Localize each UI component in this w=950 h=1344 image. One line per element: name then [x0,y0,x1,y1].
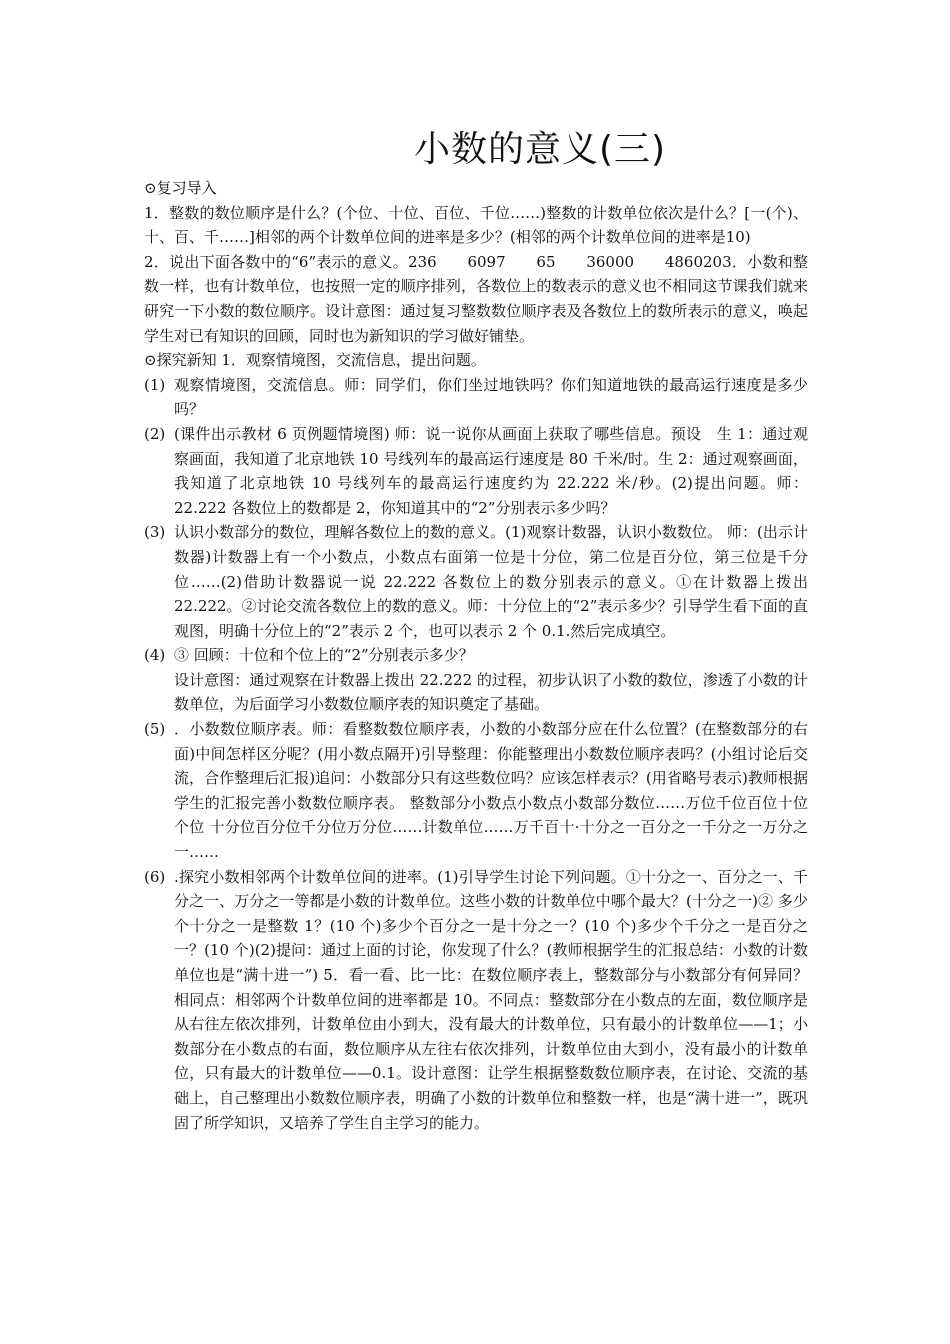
list-item-number: (5) [144,720,166,739]
list-item [144,643,808,717]
list-item-number: (6) [144,867,166,886]
list-item [144,717,808,865]
review-paragraph-1: 1．整数的数位顺序是什么？(个位、十位、百位、千位……)整数的计数单位依次是什么？[一(个)、十、百、千……]相邻的两个计数单位间的进率是多少？(相邻的两个计数单位间的进率是10) [144,203,808,247]
list-item [144,865,808,1136]
review-heading: ⊙复习导入 [144,179,217,197]
review-paragraph-2: 2．说出下面各数中的“6”表示的意义。236 6097 65 36000 4860203．小数和整数一样，也有计数单位，也按照一定的顺序排列，各数位上的数表示的意义也不相同这节课我们就来研究一下小数的数位顺序。设计意图：通过复习整数数位顺序表及各数位上的数所表示的意义，唤起学生对已有知识的回顾，同时也为新知识的学习做好铺垫。 [144,252,808,345]
page-title: 小数的意义(三) [413,129,667,170]
list-item [144,520,808,643]
list-item-text: ③ 回顾：十位和个位上的“2”分别表示多少？ [174,646,474,665]
list-item-text: (课件出示教材 6 页例题情境图) 师：说一说你从画面上获取了哪些信息。预设 生 1：通过观察画面，我知道了北京地铁 10 号线列车的最高运行速度是 80 千米/时。生 2：通过观察画面，我知道了北京地铁 10 号线列车的最高运行速度约为 22.222 米/秒。(2)提出问题。师：22.222 各数位上的数都是 2，你知道其中的“2”分别表示多少吗？ [174,424,808,517]
list-item-number: (1) [144,375,166,394]
document-body [144,176,808,1135]
list-item-number: (2) [144,424,166,443]
list-item-text: 观察情境图，交流信息。师：同学们，你们坐过地铁吗？你们知道地铁的最高运行速度是多少吗？ [174,375,808,419]
list-item [144,373,808,422]
list-item-number: (4) [144,646,166,665]
explore-heading: ⊙探究新知 1．观察情境图，交流信息，提出问题。 [144,351,486,370]
list-item-text: .探究小数相邻两个计数单位间的进率。(1)引导学生讨论下列问题。①十分之一、百分之一、千分之一、万分之一等都是小数的计数单位。这些小数的计数单位中哪个最大？(十分之一)② 多少个十分之一是整数 1？(10 个)多少个百分之一是十分之一？(10 个)多少个千分之一是百分之一？(10 个)(2)提问：通过上面的讨论，你发现了什么？(教师根据学生的汇报总结：小数的计数单位也是“满十进一”) 5．看一看、比一比：在数位顺序表上，整数部分与小数部分有何异同？相同点：相邻两个计数单位间的进率都是 10。不同点：整数部分在小数点的左面，数位顺序是从右往左依次排列，计数单位由小到大，没有最大的计数单位，只有最小的计数单位——1；小数部分在小数点的右面，数位顺序从左往右依次排列，计数单位由大到小，没有最小的计数单位，只有最大的计数单位——0.1。设计意图：让学生根据整数数位顺序表，在讨论、交流的基础上，自己整理出小数数位顺序表，明确了小数的计数单位和整数一样，也是“满十进一”，既巩固了所学知识，又培养了学生自主学习的能力。 [174,867,808,1132]
list-item-text: 认识小数部分的数位，理解各数位上的数的意义。(1)观察计数器，认识小数数位。 师：(出示计数器)计数器上有一个小数点，小数点右面第一位是十分位，第二位是百分位，第三位是千分位……(2)借助计数器说一说 22.222 各数位上的数分别表示的意义。①在计数器上拨出 22.222。②讨论交流各数位上的数的意义。师：十分位上的“2”表示多少？引导学生看下面的直观图，明确十分位上的“2”表示 2 个，也可以表示 2 个 0.1.然后完成填空。 [174,523,808,640]
list-item-text: ．小数数位顺序表。师：看整数数位顺序表，小数的小数部分应在什么位置？(在整数部分的右面)中间怎样区分呢？(用小数点隔开)引导整理：你能整理出小数数位顺序表吗？(小组讨论后交流，合作整理后汇报)追问：小数部分只有这些数位吗？应该怎样表示？(用省略号表示)教师根据学生的汇报完善小数数位顺序表。 整数部分小数点小数点小数部分数位……万位千位百位十位个位 十分位百分位千分位万分位……计数单位……万千百十·十分之一百分之一千分之一万分之一…… [174,720,808,862]
explore-list [144,373,808,1135]
list-item [144,422,808,520]
design-intent-text: 设计意图：通过观察在计数器上拨出 22.222 的过程，初步认识了小数的数位，渗透了小数的计数单位，为后面学习小数数位顺序表的知识奠定了基础。 [174,670,808,714]
list-item-number: (3) [144,523,166,542]
